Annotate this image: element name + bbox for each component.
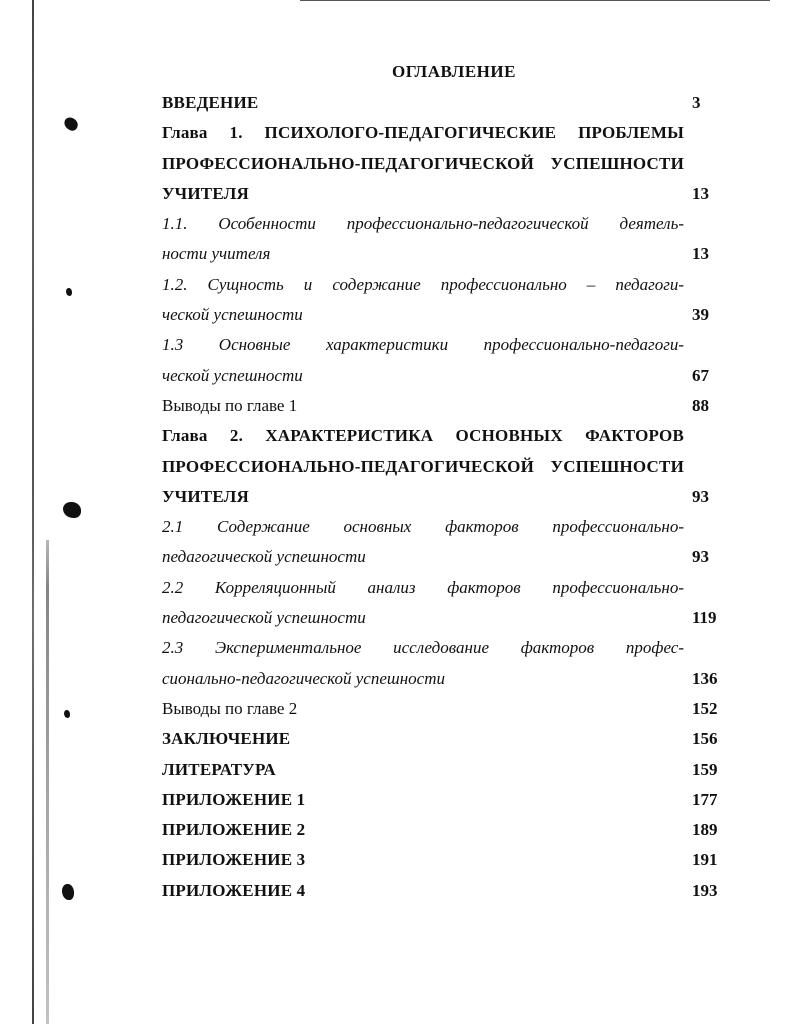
toc-page-number: 191	[692, 850, 718, 870]
toc-entry-text: 2.1 Содержание основных факторов профессионально-	[162, 517, 684, 537]
top-rule	[300, 0, 770, 1]
toc-entry	[162, 815, 722, 845]
toc-entry-line	[162, 542, 722, 572]
toc-entry-line	[162, 179, 722, 209]
toc-entry-line	[162, 361, 722, 391]
toc-entry-text: 1.2. Сущность и содержание профессионально – педагоги-	[162, 274, 684, 294]
toc-entry-text: ЗАКЛЮЧЕНИЕ	[162, 729, 291, 749]
toc-entry-line	[162, 452, 722, 482]
toc-page-number: 136	[692, 668, 718, 688]
toc-entry-text: педагогической успешности	[162, 547, 366, 567]
toc-entry	[162, 573, 722, 634]
toc-entry-line	[162, 421, 722, 451]
scan-edge-artifact-secondary	[46, 540, 49, 1024]
toc-entry-text: ческой успешности	[162, 365, 303, 385]
toc-entry-line	[162, 573, 722, 603]
toc-entry-text: ПРИЛОЖЕНИЕ 3	[162, 850, 306, 870]
toc-entry	[162, 330, 722, 391]
toc-page-number: 93	[692, 486, 709, 506]
toc-entry	[162, 391, 722, 421]
toc-entry-text: 2.2 Корреляционный анализ факторов профессионально-	[162, 577, 684, 597]
toc-entry-line	[162, 118, 722, 148]
toc-entry-text: 1.1. Особенности профессионально-педагогической деятель-	[162, 214, 684, 234]
scan-blot	[63, 502, 81, 518]
toc-entry-line	[162, 755, 722, 785]
scan-blot	[64, 710, 70, 718]
scan-blot	[66, 288, 72, 296]
toc-page-number: 193	[692, 880, 718, 900]
toc-entry-text: ности учителя	[162, 244, 271, 264]
toc-entry-text: 1.3 Основные характеристики профессионально-педагоги-	[162, 335, 684, 355]
toc-entry-line	[162, 88, 722, 118]
toc-entry-text: сионально-педагогической успешности	[162, 668, 445, 688]
toc-entry-line	[162, 512, 722, 542]
toc-page-number: 39	[692, 305, 709, 325]
toc-entry-line	[162, 603, 722, 633]
scan-blot	[62, 884, 74, 900]
toc-entry-line	[162, 330, 722, 360]
toc-page-number: 152	[692, 698, 718, 718]
toc-entries	[162, 88, 722, 906]
scan-edge-artifact	[32, 0, 34, 1024]
toc-entry-line	[162, 694, 722, 724]
toc-entry	[162, 845, 722, 875]
toc-entry-line	[162, 239, 722, 269]
toc-entry-text: Глава 1. ПСИХОЛОГО-ПЕДАГОГИЧЕСКИЕ ПРОБЛЕМЫ	[162, 123, 684, 143]
toc-entry	[162, 270, 722, 331]
toc-entry-line	[162, 391, 722, 421]
table-of-contents-page	[162, 62, 722, 906]
toc-entry	[162, 785, 722, 815]
toc-entry-text: ВВЕДЕНИЕ	[162, 93, 259, 112]
toc-entry-text: ПРОФЕССИОНАЛЬНО-ПЕДАГОГИЧЕСКОЙ УСПЕШНОСТИ	[162, 456, 684, 476]
toc-entry	[162, 118, 722, 209]
toc-page-number: 3	[692, 93, 701, 112]
toc-entry	[162, 209, 722, 270]
toc-entry	[162, 88, 722, 118]
toc-entry-text: Выводы по главе 2	[162, 698, 298, 718]
toc-entry	[162, 724, 722, 754]
scan-blot	[62, 116, 80, 133]
toc-page-number: 88	[692, 395, 709, 415]
toc-entry	[162, 876, 722, 906]
toc-entry-line	[162, 209, 722, 239]
toc-entry-text: ческой успешности	[162, 305, 303, 325]
toc-page-number: 119	[692, 608, 717, 628]
toc-page-number: 159	[692, 759, 718, 779]
toc-entry-line	[162, 785, 722, 815]
toc-entry-line	[162, 482, 722, 512]
toc-entry-text: ЛИТЕРАТУРА	[162, 759, 276, 779]
toc-title: ОГЛАВЛЕНИЕ	[392, 62, 516, 81]
toc-entry-line	[162, 664, 722, 694]
toc-entry-text: Выводы по главе 1	[162, 395, 298, 415]
toc-page-number: 13	[692, 183, 709, 203]
toc-page-number: 189	[692, 820, 718, 840]
toc-entry	[162, 512, 722, 573]
toc-entry-line	[162, 815, 722, 845]
toc-entry-line	[162, 876, 722, 906]
toc-entry-line	[162, 149, 722, 179]
toc-entry-line	[162, 845, 722, 875]
toc-page-number: 67	[692, 365, 709, 385]
toc-entry-text: ПРОФЕССИОНАЛЬНО-ПЕДАГОГИЧЕСКОЙ УСПЕШНОСТИ	[162, 153, 684, 173]
toc-entry-text: ПРИЛОЖЕНИЕ 4	[162, 880, 306, 900]
toc-entry-line	[162, 270, 722, 300]
toc-entry	[162, 633, 722, 694]
toc-page-number: 156	[692, 729, 718, 749]
toc-entry	[162, 755, 722, 785]
toc-entry-text: УЧИТЕЛЯ	[162, 183, 249, 203]
toc-entry-line	[162, 300, 722, 330]
toc-page-number: 93	[692, 547, 709, 567]
toc-page-number: 177	[692, 789, 718, 809]
toc-entry-text: 2.3 Экспериментальное исследование факторов профес-	[162, 638, 684, 658]
toc-entry-text: педагогической успешности	[162, 608, 366, 628]
toc-entry-text: ПРИЛОЖЕНИЕ 1	[162, 789, 306, 809]
toc-entry-line	[162, 724, 722, 754]
toc-entry	[162, 694, 722, 724]
toc-entry	[162, 421, 722, 512]
toc-page-number: 13	[692, 244, 709, 264]
toc-entry-text: УЧИТЕЛЯ	[162, 486, 249, 506]
toc-entry-line	[162, 633, 722, 663]
toc-entry-text: ПРИЛОЖЕНИЕ 2	[162, 820, 306, 840]
toc-entry-text: Глава 2. ХАРАКТЕРИСТИКА ОСНОВНЫХ ФАКТОРОВ	[162, 426, 684, 446]
